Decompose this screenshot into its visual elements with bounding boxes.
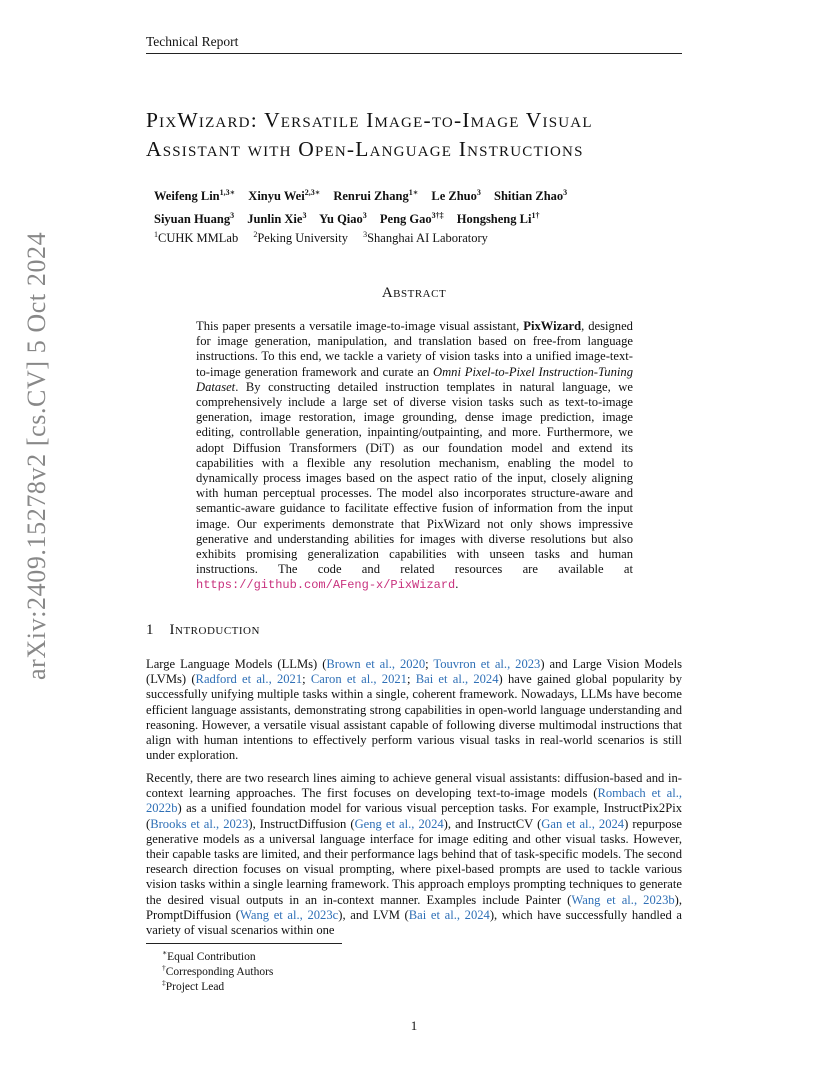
citation-link[interactable]: Radford et al., 2021: [195, 672, 303, 687]
citation-link[interactable]: Brown et al., 2020: [326, 657, 426, 671]
abstract-heading: Abstract: [381, 285, 447, 301]
author: Weifeng Lin$^{1,3∗}$: [154, 188, 236, 204]
title-line-1: PixWizard: Versatile Image-to-Image Visual: [146, 108, 593, 132]
footnote-rule: [146, 943, 342, 944]
page-number: 1: [410, 1018, 418, 1033]
citation-link[interactable]: Bai et al., 2024: [415, 672, 499, 687]
citation-link[interactable]: Geng et al., 2024: [354, 816, 444, 831]
author: Hongsheng $Li^{1\dagger}$: [456, 211, 540, 227]
abstract-body: This paper presents a versatile image-to-image visual assistant, PixWizard, designed for image generation, manipulation, and translation based on free-from language instructions. To this end, we tackle a variety of vision tasks into a unified image-text-to-image generation framework and curate an Omni Pixel-to-Pixel Instruction-Tuning Dataset. By constructing detailed instruction templates in natural language, we comprehensively include a large set of diverse vision tasks such as text-to-image generation, image restoration, image grounding, dense image prediction, image editing, controllable generation, inpainting/outpainting, and more. Furthermore, we adopt Diffusion Transformers (DiT) as our foundation model and extend its capabilities with a flexible any resolution mechanism, enabling the model to dynamically process images based on the aspect ratio of the input, closely aligning with human perceptual processes. The model also incorporates structure-aware and semantic-aware guidance to facilitate effective fusion of information from the input image. Our experiments demonstrate that PixWizard not only shows impressive generative and understanding abilities for images with diverse resolutions but also exhibits promising generalization capabilities with unseen tasks and human instructions. The code and related resources are available at https://github.com/AFeng-x/PixWizard.: [196, 319, 633, 593]
affiliations: [154, 230, 500, 246]
affiliation: $^2$Peking University: [253, 230, 348, 246]
citation-link[interactable]: Bai et al., 2024: [408, 907, 490, 922]
running-header: Technical Report: [146, 34, 239, 49]
citation-link[interactable]: Gan et al., 2024: [541, 816, 625, 831]
section-heading: 1 Introduction: [146, 622, 260, 638]
footnote: ∗Equal Contribution: [162, 948, 256, 963]
author: Shitian Zhao$^3$: [494, 188, 568, 204]
author: Junlin Xie$^3$: [247, 211, 307, 227]
author: Le Zhuo$^3$: [431, 188, 481, 204]
footnote: †Corresponding Authors: [162, 963, 274, 978]
paper-title: [146, 106, 706, 164]
intro-paragraph-1: Large Language Models (LLMs) (Brown et al., 2020; Touvron et al., 2023) and Large Vision Models (LVMs) (Radford et al., 2021; Caron et al., 2021; Bai et al., 2024) have gained global popularity by successfully unifying multiple tasks within a single, coherent framework. Nowadays, LLMs have become efficient language assistants, demonstrating strong capabilities in open-world language understanding and reasoning. However, a versatile visual assistant capable of following diverse multimodal instructions that align with human intentions to effectively perform various visual tasks in real-world scenarios is still under exploration.: [146, 657, 683, 763]
author-row-2: [154, 206, 694, 229]
citation-link[interactable]: Brooks et al., 2023: [150, 816, 249, 831]
citation-link[interactable]: Rombach et al., 2022b: [146, 786, 682, 816]
header-rule: [146, 53, 682, 54]
github-link[interactable]: https://github.com/AFeng-x/PixWizard: [196, 578, 456, 593]
title-line-2: Assistant with Open-Language Instructions: [146, 137, 584, 161]
citation-link[interactable]: Wang et al., 2023c: [239, 907, 339, 922]
author: Siyuan Huang$^3$: [154, 211, 235, 227]
author-list: [154, 183, 694, 229]
author: Peng Gao$^{3\dagger\ddagger}$: [379, 211, 444, 227]
footnote: ‡Project Lead: [162, 978, 225, 993]
citation-link[interactable]: Touvron et al., 2023: [433, 657, 541, 671]
citation-link[interactable]: Caron et al., 2021: [310, 672, 407, 687]
affiliation: $^1$CUHK MMLab: [154, 230, 239, 246]
author: Renrui Zhang$^{1∗}$: [333, 188, 419, 204]
intro-paragraph-2: Recently, there are two research lines aiming to achieve general visual assistants: diffusion-based and in-context learning approaches. The first focuses on developing text-to-image models (Rombach et al., 2022b) as a unified foundation model for various visual perception tasks. For example, InstructPix2Pix (Brooks et al., 2023), InstructDiffusion (Geng et al., 2024), and InstructCV (Gan et al., 2024) repurpose generative models as a universal language interface for image editing and other visual tasks. However, their capable tasks are limited, and their performance lags behind that of task-specific models. The second research direction focuses on visual prompting, where pixel-based prompts are used to tackle various vision tasks within a single learning framework. This approach employs prompting techniques to generate the desired visual outputs in an in-context manner. Examples include Painter (Wang et al., 2023b), PromptDiffusion (Wang et al., 2023c), and LVM (Bai et al., 2024), which have successfully handled a variety of visual scenarios within one: [146, 771, 683, 938]
author: Yu Qiao$^3$: [319, 211, 367, 227]
affiliation: $^3$Shanghai AI Laboratory: [363, 230, 488, 246]
citation-link[interactable]: Wang et al., 2023b: [571, 892, 675, 907]
arxiv-identifier: arXiv:2409.15278v2 [cs.CV] 5 Oct 2024: [22, 231, 51, 680]
author-row-1: [154, 183, 694, 206]
author: Xinyu Wei$^{2,3∗}$: [248, 188, 321, 204]
